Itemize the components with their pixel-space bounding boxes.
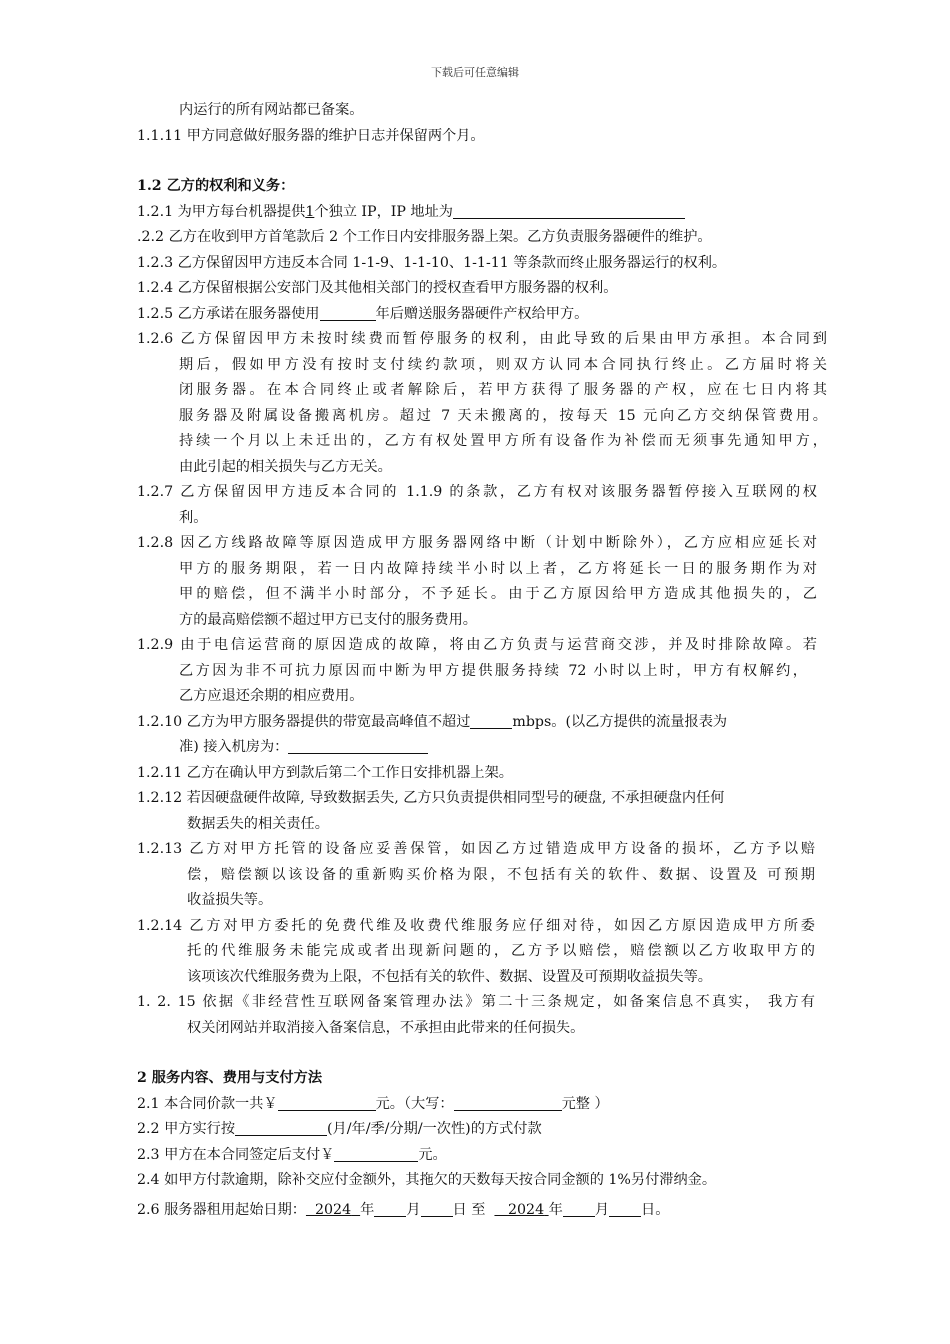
end-day-blank[interactable]	[609, 1201, 641, 1217]
start-day-blank[interactable]	[421, 1201, 453, 1217]
clause-1-2-6-line: 期后，假如甲方没有按时支付续约款项，则双方认同本合同执行终止。乙方届时将关	[179, 356, 827, 373]
clause-1-2-4: 1.2.4 乙方保留根据公安部门及其他相关部门的授权查看甲方服务器的权利。	[137, 280, 618, 296]
clause-1-2-15-line: 权关闭网站并取消接入备案信息，不承担由此带来的任何损失。	[187, 1019, 585, 1036]
paragraph: 内运行的所有网站都已备案。	[179, 102, 364, 118]
section-heading-1-2: 1.2 乙方的权利和义务：	[137, 178, 295, 194]
clause-1-2-7-line: 利。	[179, 509, 208, 526]
clause-1-2-14-line: 托的代维服务未能完成或者出现新问题的，乙方予以赔偿，赔偿额以乙方收取甲方的	[187, 943, 815, 959]
clause-1-2-9-line: 乙方应退还余期的相应费用。	[179, 688, 364, 704]
clause-1-2-14-line: 1.2.14 乙方对甲方委托的免费代维及收费代维服务应仔细对待，如因乙方原因造成甲方所委	[137, 917, 815, 934]
clause-2-1: 2.1 本合同价款一共￥ 元。（大写： 元整 ）	[137, 1095, 609, 1112]
clause-2-6: 2.6 服务器租用起始日期： 2024 年 月 日 至 2024 年 月 日。	[137, 1201, 670, 1218]
clause-1-2-3: 1.2.3 乙方保留因甲方违反本合同 1-1-9、1-1-10、1-1-11 等条款而终止服务器运行的权利。	[137, 254, 727, 271]
clause-1-1-11: 1.1.11 甲方同意做好服务器的维护日志并保留两个月。	[137, 127, 485, 144]
clause-1-2-12-line: 1.2.12 若因硬盘硬件故障, 导致数据丢失, 乙方只负责提供相同型号的硬盘, 不承担硬盘内任何	[137, 790, 725, 806]
clause-1-2-6-line: 闭服务器。在本合同终止或者解除后，若甲方获得了服务器的产权，应在七日内将其	[179, 382, 827, 398]
clause-2-3: 2.3 甲方在本合同签定后支付￥ 元。	[137, 1146, 447, 1163]
payment-amount-blank[interactable]	[334, 1146, 418, 1162]
start-year[interactable]: 2024	[314, 1201, 352, 1218]
clause-1-2-11: 1.2.11 乙方在确认甲方到款后第二个工作日安排机器上架。	[137, 764, 513, 781]
clause-1-2-10-line: 1.2.10 乙方为甲方服务器提供的带宽最高峰值不超过 mbps。(以乙方提供的流量报表为	[137, 713, 728, 730]
clause-1-2-9-line: 1.2.9 由于电信运营商的原因造成的故障，将由乙方负责与运营商交涉，并及时排除故障。若	[137, 637, 817, 653]
clause-1-2-8-line: 甲方的服务期限，若一日内故障持续半小时以上者，乙方将延长一日的服务期作为对	[179, 560, 817, 577]
clause-1-2-8-line: 1.2.8 因乙方线路故障等原因造成甲方服务器网络中断（计划中断除外），乙方应相应延长对	[137, 535, 817, 551]
price-blank[interactable]	[278, 1095, 376, 1111]
clause-1-2-15-line: 1. 2. 15 依据《非经营性互联网备案管理办法》第二十三条规定，如备案信息不真实， 我方有	[137, 994, 815, 1010]
ip-count: 1	[305, 203, 315, 220]
clause-1-2-6-line: 持续一个月以上未迁出的，乙方有权处置甲方所有设备作为补偿而无须事先通知甲方，	[179, 433, 827, 449]
contract-body	[137, 98, 827, 1223]
clause-1-2-8-line: 甲的赔偿，但不满半小时部分，不予延长。由于乙方原因给甲方造成其他损失的，乙	[179, 586, 817, 602]
clause-2-2: 2.2 甲方实行按 (月/年/季/分期/一次性)的方式付款	[137, 1121, 542, 1137]
clause-1-2-6-line: 服务器及附属设备搬离机房。超过 7 天未搬离的，按每天 15 元向乙方交纳保管费用。	[179, 407, 827, 424]
datacenter-blank[interactable]	[288, 738, 428, 754]
years-blank[interactable]	[320, 305, 376, 321]
section-heading-2: 2 服务内容、费用与支付方法	[137, 1070, 323, 1086]
bandwidth-blank[interactable]	[470, 713, 512, 729]
clause-1-2-6-line: 由此引起的相关损失与乙方无关。	[179, 458, 392, 475]
end-year[interactable]: 2024	[507, 1201, 545, 1218]
clause-2-4: 2.4 如甲方付款逾期，除补交应付金额外，其拖欠的天数每天按合同金额的 1%另付滞纳金。	[137, 1172, 717, 1188]
clause-1-2-1: 1.2.1 为甲方每台机器提供1个独立 IP，IP 地址为	[137, 200, 827, 226]
page-header: 下载后可任意编辑	[431, 66, 519, 79]
clause-1-2-6-line: 1.2.6 乙方保留因甲方未按时续费而暂停服务的权利，由此导致的后果由甲方承担。本合同到	[137, 331, 827, 347]
clause-1-2-2: .2.2 乙方在收到甲方首笔款后 2 个工作日内安排服务器上架。乙方负责服务器硬件的维护。	[137, 229, 712, 245]
clause-1-2-9-line: 乙方因为非不可抗力原因而中断为甲方提供服务持续 72 小时以上时，甲方有权解约，	[179, 662, 807, 679]
clause-1-2-13-line: 收益损失等。	[187, 892, 273, 908]
end-month-blank[interactable]	[563, 1201, 595, 1217]
clause-1-2-13-line: 偿，赔偿额以该设备的重新购买价格为限，不包括有关的软件、数据、设置及 可预期	[187, 866, 815, 883]
clause-1-2-14-line: 该项该次代维服务费为上限，不包括有关的软件、数据、设置及可预期收益损失等。	[187, 968, 712, 985]
ip-address-blank[interactable]	[453, 203, 685, 219]
clause-1-2-13-line: 1.2.13 乙方对甲方托管的设备应妥善保管，如因乙方过错造成甲方设备的损坏，乙方予以赔	[137, 841, 815, 857]
clause-1-2-7-line: 1.2.7 乙方保留因甲方违反本合同的 1.1.9 的条款，乙方有权对该服务器暂停接入互联网的权	[137, 484, 817, 500]
start-month-blank[interactable]	[374, 1201, 406, 1217]
payment-method-blank[interactable]	[235, 1120, 327, 1136]
clause-1-2-8-line: 方的最高赔偿额不超过甲方已支付的服务费用。	[179, 611, 477, 628]
clause-1-2-12-line: 数据丢失的相关责任。	[187, 815, 329, 832]
clause-1-2-5: 1.2.5 乙方承诺在服务器使用 年后赠送服务器硬件产权给甲方。	[137, 305, 589, 322]
clause-1-2-10-line: 准) 接入机房为：	[137, 735, 827, 761]
price-words-blank[interactable]	[454, 1095, 562, 1111]
